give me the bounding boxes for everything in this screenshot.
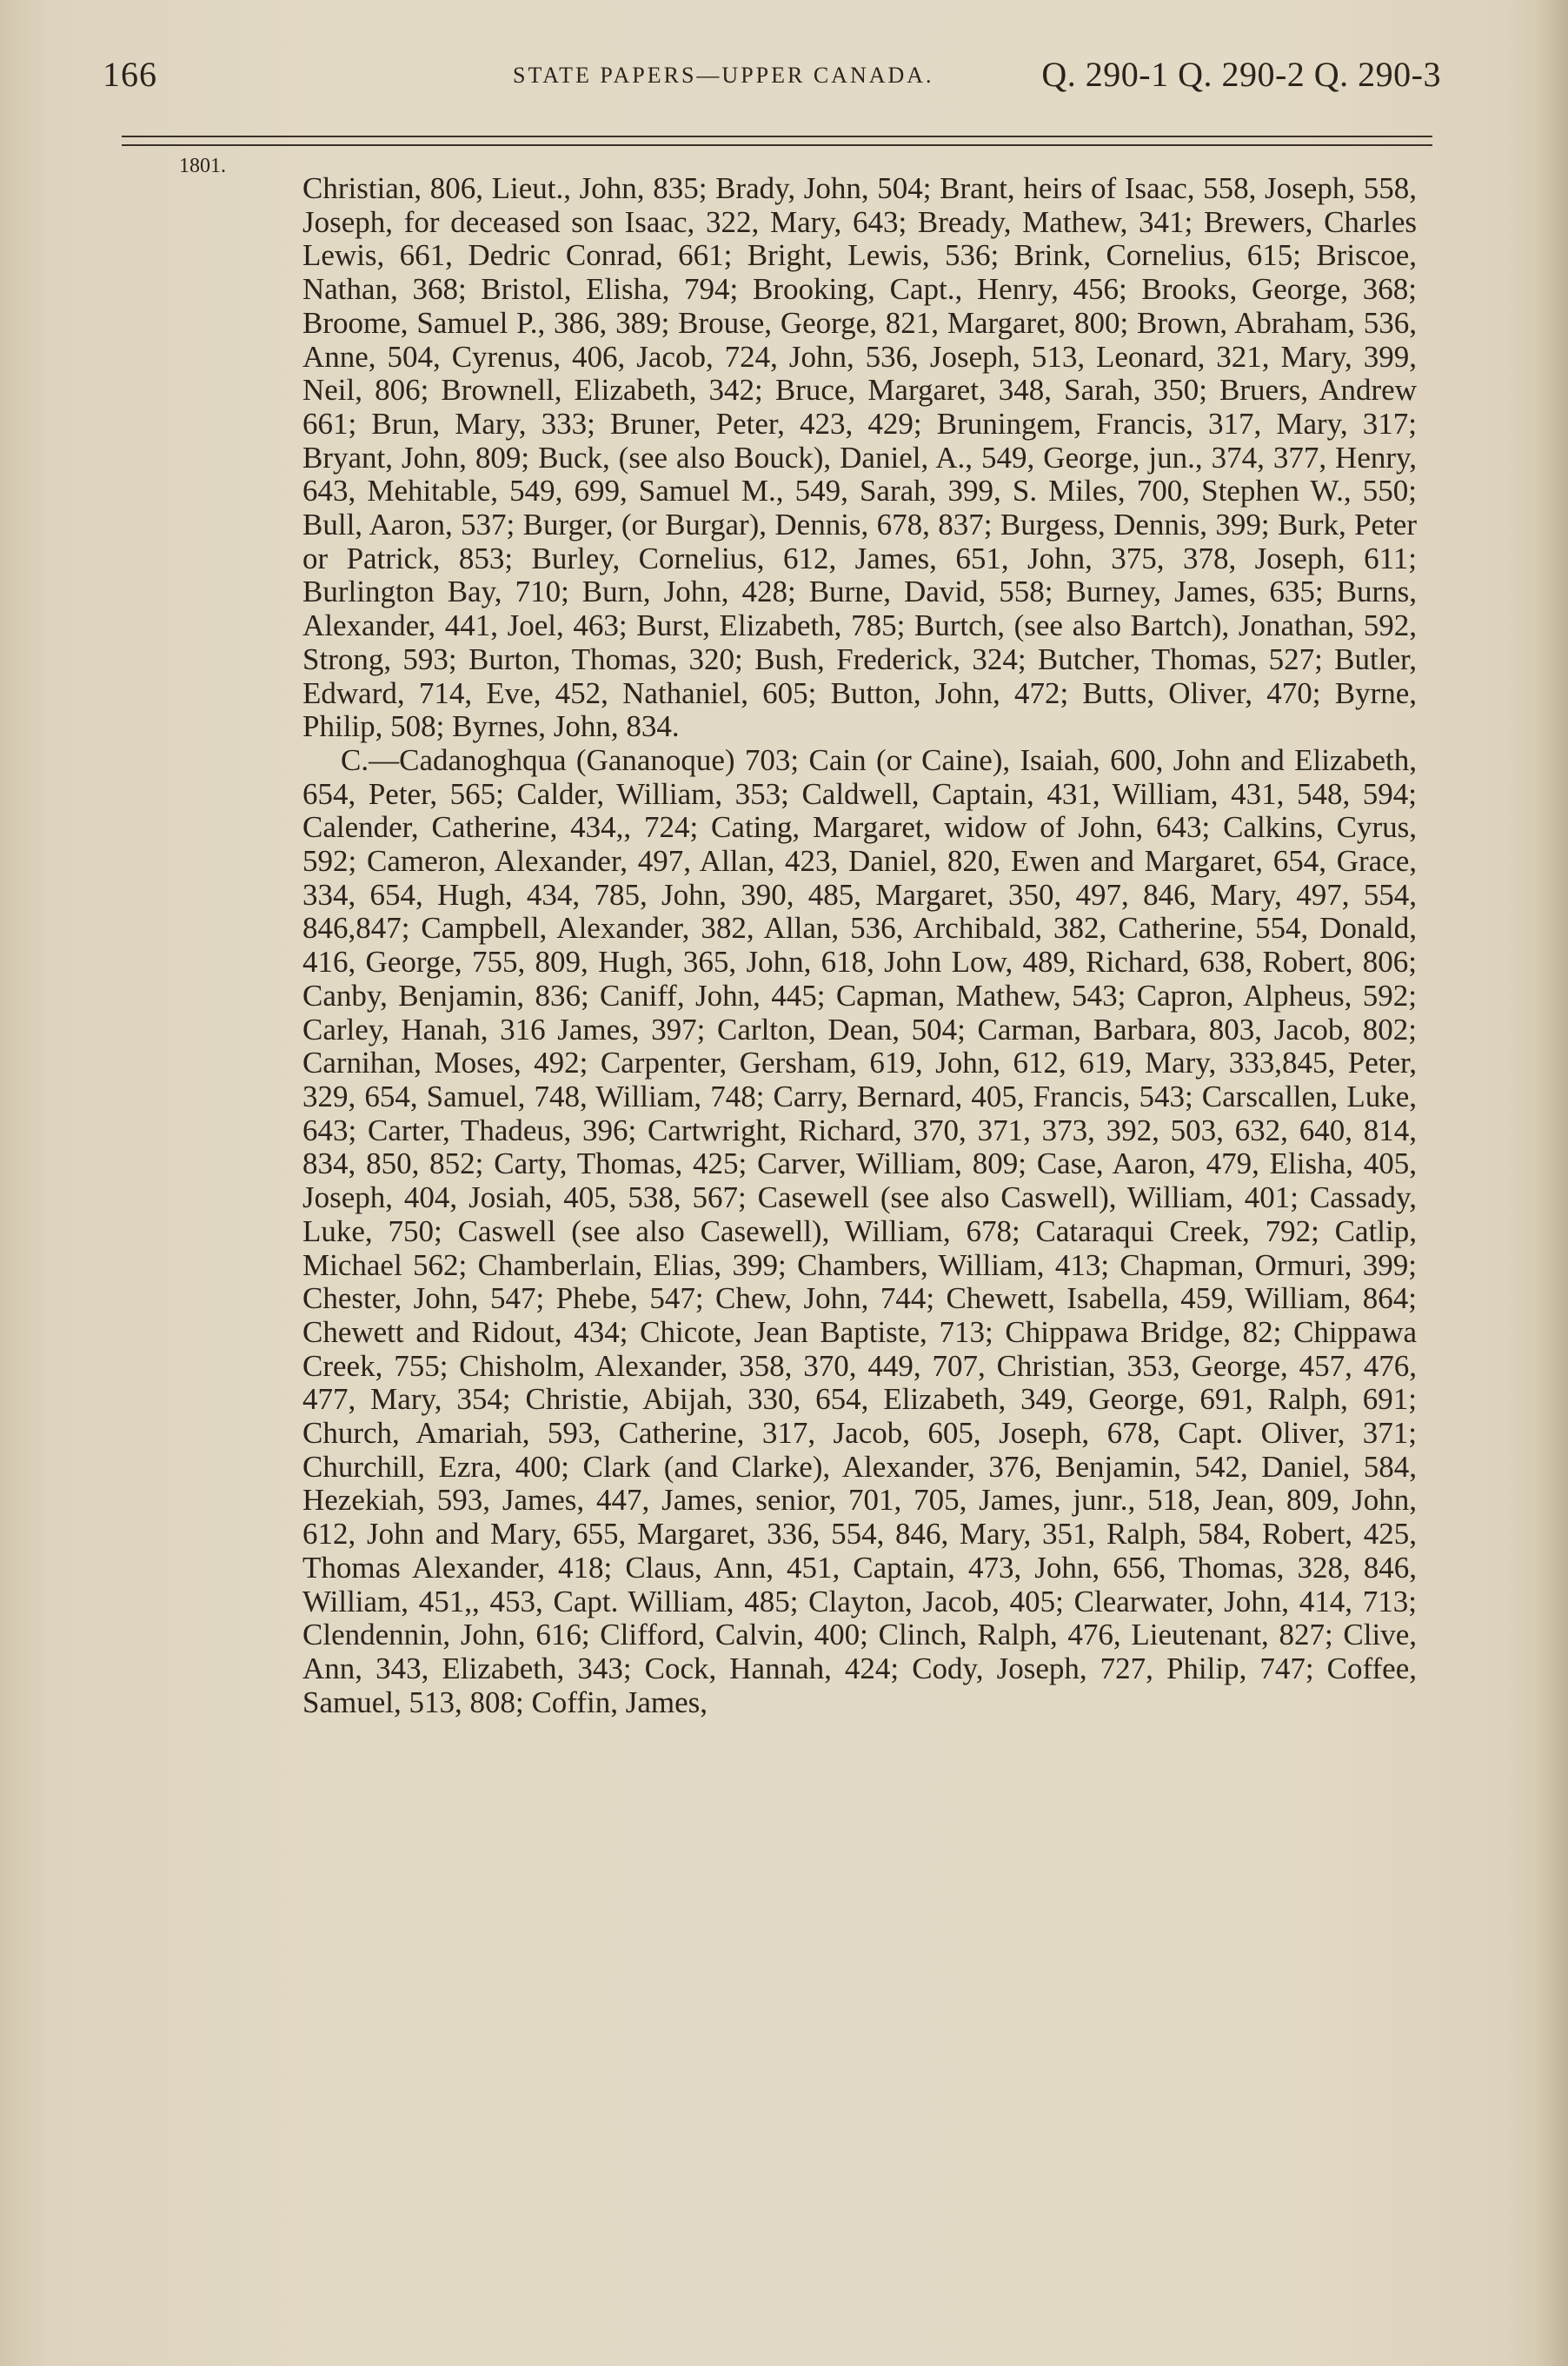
- page-edge-shadow: [1538, 0, 1568, 2366]
- running-title: STATE PAPERS—UPPER CANADA.: [513, 63, 934, 88]
- year-marginal-note: 1801.: [179, 155, 226, 177]
- page-header: [103, 54, 1441, 106]
- index-paragraph-c-entries: C.—Cadanoghqua (Gananoque) 703; Cain (or Caine), Isaiah, 600, John and Elizabeth, 654, Peter, 565; Calder, William, 353; Caldwell, Captain, 431, William, 431, 548, 594; Calender, Catherine, 434,, 724; Cating, Margaret, widow of John, 643; Calkins, Cyrus, 592; Cameron, Alexander, 497, Allan, 423, Daniel, 820, Ewen and Margaret, 654, Grace, 334, 654, Hugh, 434, 785, John, 390, 485, Margaret, 350, 497, 846, Mary, 497, 554, 846,847; Campbell, Alexander, 382, Allan, 536, Archibald, 382, Catherine, 554, Donald, 416, George, 755, 809, Hugh, 365, John, 618, John Low, 489, Richard, 638, Robert, 806; Canby, Benjamin, 836; Caniff, John, 445; Capman, Mathew, 543; Capron, Alpheus, 592; Carley, Hanah, 316 James, 397; Carlton, Dean, 504; Carman, Barbara, 803, Jacob, 802; Carnihan, Moses, 492; Carpenter, Gersham, 619, John, 612, 619, Mary, 333,845, Peter, 329, 654, Samuel, 748, William, 748; Carry, Bernard, 405, Francis, 543; Carscallen, Luke, 643; Carter, Thadeus, 396; Cartwright, Richard, 370, 371, 373, 392, 503, 632, 640, 814, 834, 850, 852; Carty, Thomas, 425; Carver, William, 809; Case, Aaron, 479, Elisha, 405, Joseph, 404, Josiah, 405, 538, 567; Casewell (see also Caswell), William, 401; Cassady, Luke, 750; Caswell (see also Casewell), William, 678; Cataraqui Creek, 792; Catlip, Michael 562; Chamberlain, Elias, 399; Chambers, William, 413; Chapman, Ormuri, 399; Chester, John, 547; Phebe, 547; Chew, John, 744; Chewett, Isabella, 459, William, 864; Chewett and Ridout, 434; Chicote, Jean Baptiste, 713; Chippawa Bridge, 82; Chippawa Creek, 755; Chisholm, Alexander, 358, 370, 449, 707, Christian, 353, George, 457, 476, 477, Mary, 354; Christie, Abijah, 330, 654, Elizabeth, 349, George, 691, Ralph, 691; Church, Amariah, 593, Catherine, 317, Jacob, 605, Joseph, 678, Capt. Oliver, 371; Churchill, Ezra, 400; Clark (and Clarke), Alexander, 376, Benjamin, 542, Daniel, 584, Hezekiah, 593, James, 447, James, senior, 701, 705, James, junr., 518, Jean, 809, John, 612, John and Mary, 655, Margaret, 336, 554, 846, Mary, 351, Ralph, 584, Robert, 425, Thomas Alexander, 418; Claus, Ann, 451, Captain, 473, John, 656, Thomas, 328, 846, William, 451,, 453, Capt. William, 485; Clayton, Jacob, 405; Clearwater, John, 414, 713; Clendennin, John, 616; Clifford, Calvin, 400; Clinch, Ralph, 476, Lieutenant, 827; Clive, Ann, 343, Elizabeth, 343; Cock, Hannah, 424; Cody, Joseph, 727, Philip, 747; Coffee, Samuel, 513, 808; Coffin, James,: [302, 742, 1417, 1719]
- page-number: 166: [103, 55, 157, 94]
- series-reference: Q. 290-1 Q. 290-2 Q. 290-3: [1041, 55, 1441, 94]
- header-rule-top: [122, 136, 1432, 137]
- index-body-text: [302, 172, 1417, 1719]
- header-rule-bottom: [122, 144, 1432, 146]
- index-paragraph-b-entries: Christian, 806, Lieut., John, 835; Brady, John, 504; Brant, heirs of Isaac, 558, Joseph, 558, Joseph, for deceased son Isaac, 322, Mary, 643; Bready, Mathew, 341; Brewers, Charles Lewis, 661, Dedric Conrad, 661; Bright, Lewis, 536; Brink, Cornelius, 615; Briscoe, Nathan, 368; Bristol, Elisha, 794; Brooking, Capt., Henry, 456; Brooks, George, 368; Broome, Samuel P., 386, 389; Brouse, George, 821, Margaret, 800; Brown, Abraham, 536, Anne, 504, Cyrenus, 406, Jacob, 724, John, 536, Joseph, 513, Leonard, 321, Mary, 399, Neil, 806; Brownell, Elizabeth, 342; Bruce, Margaret, 348, Sarah, 350; Bruers, Andrew 661; Brun, Mary, 333; Bruner, Peter, 423, 429; Bruningem, Francis, 317, Mary, 317; Bryant, John, 809; Buck, (see also Bouck), Daniel, A., 549, George, jun., 374, 377, Henry, 643, Mehitable, 549, 699, Samuel M., 549, Sarah, 399, S. Miles, 700, Stephen W., 550; Bull, Aaron, 537; Burger, (or Burgar), Dennis, 678, 837; Burgess, Dennis, 399; Burk, Peter or Patrick, 853; Burley, Cornelius, 612, James, 651, John, 375, 378, Joseph, 611; Burlington Bay, 710; Burn, John, 428; Burne, David, 558; Burney, James, 635; Burns, Alexander, 441, Joel, 463; Burst, Elizabeth, 785; Burtch, (see also Bartch), Jonathan, 592, Strong, 593; Burton, Thomas, 320; Bush, Frederick, 324; Butcher, Thomas, 527; Butler, Edward, 714, Eve, 452, Nathaniel, 605; Button, John, 472; Butts, Oliver, 470; Byrne, Philip, 508; Byrnes, John, 834.: [302, 171, 1417, 744]
